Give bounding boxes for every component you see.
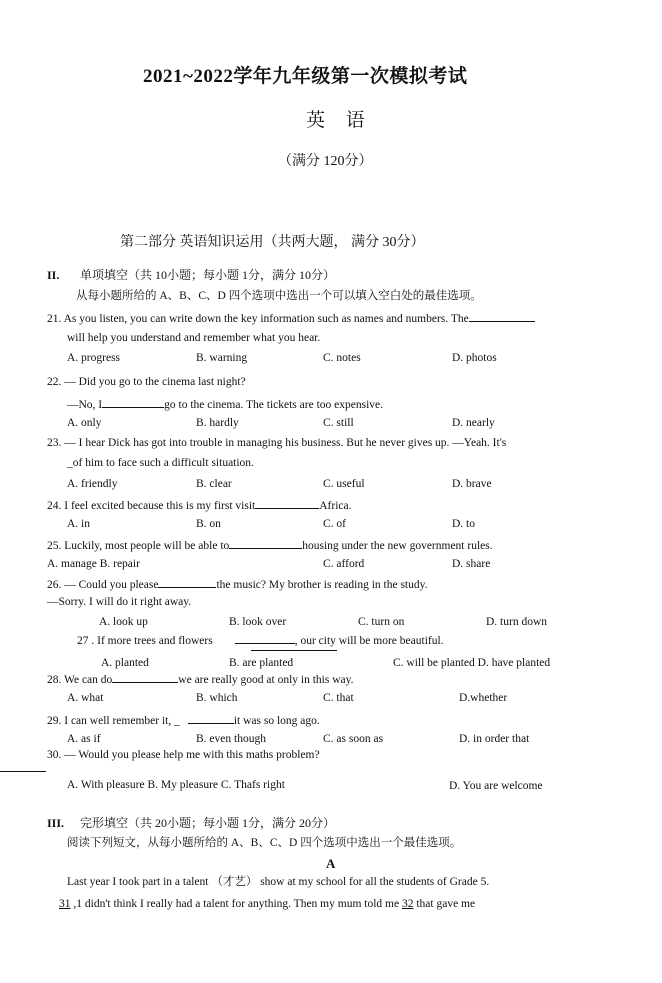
subject-title: 英 语 xyxy=(306,110,373,131)
answer-blank xyxy=(469,310,535,322)
option-a-b-c: A. With pleasure B. My pleasure C. Thafs right xyxy=(67,779,285,791)
option-b: B. are planted xyxy=(229,657,294,669)
answer-blank xyxy=(235,632,295,644)
option-d: D. brave xyxy=(452,478,492,490)
question-21-stem: 21. As you listen, you can write down the key information such as names and numbers. The xyxy=(47,310,535,326)
answer-blank xyxy=(229,537,302,549)
section-two-instruction: 从每小题所给的 A、B、C、D 四个选项中选出一个可以填入空白处的最佳选项。 xyxy=(76,290,482,302)
question-23-stem: 23. — I hear Dick has got into trouble in managing his business. But he never gives up. —Yeah. It's xyxy=(47,437,507,449)
option-c-d: C. will be planted D. have planted xyxy=(393,657,551,669)
option-a: A. what xyxy=(67,692,104,704)
section-three-number: III. xyxy=(47,816,65,830)
passage-line-1: Last year I took part in a talent （才艺） show at my school for all the students of Grade 5. xyxy=(67,876,490,888)
option-c: C. that xyxy=(323,692,354,704)
blank-32: 32 xyxy=(401,898,414,910)
option-b: B. which xyxy=(196,692,238,704)
option-c: C. useful xyxy=(323,478,365,490)
option-d: D.whether xyxy=(459,692,508,704)
answer-blank xyxy=(158,576,216,588)
option-b: B. clear xyxy=(196,478,232,490)
question-30-stem: 30. — Would you please help me with this maths problem? xyxy=(47,749,320,761)
blank-31: 31 xyxy=(59,898,71,910)
question-21-stem-cont: will help you understand and remember what you hear. xyxy=(67,332,321,344)
option-a-b: A. manage B. repair xyxy=(47,558,140,570)
answer-blank xyxy=(112,671,178,683)
option-d: D. in order that xyxy=(459,733,530,745)
passage-line-2: 31 ,1 didn't think I really had a talent for anything. Then my mum told me 32 that gave me xyxy=(59,898,476,910)
question-24-stem: 24. I feel excited because this is my first visit Africa. xyxy=(47,497,351,513)
option-a: A. look up xyxy=(99,616,148,628)
question-22-stem-cont: —No, I go to the cinema. The tickets are too expensive. xyxy=(67,396,383,412)
section-two-number: II. xyxy=(47,268,60,282)
answer-blank xyxy=(102,396,164,408)
section-three-title: 完形填空（共 20小题；每小题 1分，满分 20分） xyxy=(80,816,336,830)
option-d: D. photos xyxy=(452,352,497,364)
question-29-stem: 29. I can well remember it, _ it was so long ago. xyxy=(47,712,320,728)
option-d: D. share xyxy=(452,558,491,570)
question-22-stem: 22. — Did you go to the cinema last night? xyxy=(47,376,246,388)
option-d: D. nearly xyxy=(452,417,495,429)
question-28-stem: 28. We can do we are really good at only in this way. xyxy=(47,671,354,687)
option-b: B. warning xyxy=(196,352,248,364)
section-two-title: 单项填空（共 10小题；每小题 1分，满分 10分） xyxy=(80,268,336,282)
question-23-stem-cont: _of him to face such a difficult situation. xyxy=(67,457,254,469)
option-d: D. You are welcome xyxy=(449,780,543,792)
section-three-instruction: 阅读下列短文，从每小题所给的 A、B、C、D 四个选项中选出一个最佳选项。 xyxy=(67,837,462,849)
option-b: B. look over xyxy=(229,616,287,628)
option-c: C. of xyxy=(323,518,346,530)
option-c: C. turn on xyxy=(358,616,405,628)
option-c: C. notes xyxy=(323,352,361,364)
option-a: A. only xyxy=(67,417,102,429)
option-a: A. as if xyxy=(67,733,101,745)
option-b: B. on xyxy=(196,518,221,530)
option-b: B. hardly xyxy=(196,417,239,429)
question-26-stem-cont: —Sorry. I will do it right away. xyxy=(47,596,192,608)
total-score: （满分 120分） xyxy=(278,154,373,169)
answer-blank xyxy=(188,712,234,724)
option-c: C. as soon as xyxy=(323,733,384,745)
option-b: B. even though xyxy=(196,733,266,745)
option-a: A. in xyxy=(67,518,90,530)
question-26-stem: 26. — Could you please the music? My brother is reading in the study. xyxy=(47,576,428,592)
question-27-stem: 27 . If more trees and flowers , our city will be more beautiful. xyxy=(77,632,444,648)
exam-title: 2021~2022学年九年级第一次模拟考试 xyxy=(143,66,468,87)
passage-label: A xyxy=(326,856,336,871)
option-d: D. to xyxy=(452,518,475,530)
option-a: A. progress xyxy=(67,352,121,364)
option-d: D. turn down xyxy=(486,616,548,628)
answer-blank-underline xyxy=(251,650,337,651)
option-a: A. planted xyxy=(101,657,149,669)
answer-blank xyxy=(255,497,319,509)
answer-blank-underline xyxy=(0,771,46,772)
option-c: C. still xyxy=(323,417,354,429)
question-25-stem: 25. Luckily, most people will be able to housing under the new government rules. xyxy=(47,537,493,553)
part-two-title: 第二部分 英语知识运用（共两大题， 满分 30分） xyxy=(120,235,425,250)
option-a: A. friendly xyxy=(67,478,118,490)
option-c: C. afford xyxy=(323,558,365,570)
